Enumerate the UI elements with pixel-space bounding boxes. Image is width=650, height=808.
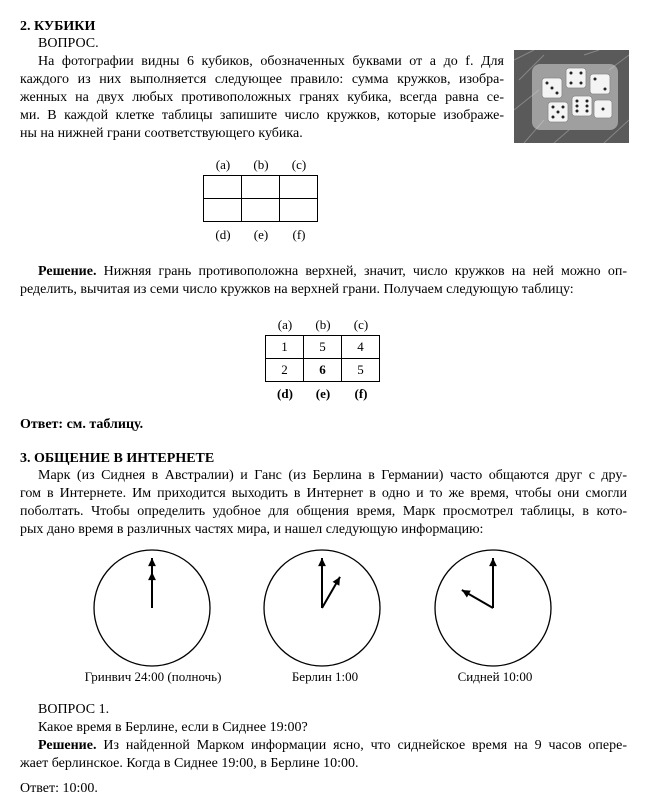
label-c: (c) xyxy=(291,157,307,172)
text-line: женных на двух любых противоположных гранях кубика, всегда равна се- xyxy=(20,90,504,105)
label-e: (e) xyxy=(315,386,331,401)
label-d: (d) xyxy=(215,227,231,242)
filled-answer-table xyxy=(265,335,380,382)
blank-table-top-labels xyxy=(204,156,318,174)
label-b: (b) xyxy=(253,157,269,172)
table-cell[interactable] xyxy=(280,176,318,199)
table-cell: 5 xyxy=(342,359,380,382)
filled-table-top-labels xyxy=(266,316,380,334)
label-e: (e) xyxy=(253,227,269,242)
text-line: Марк (из Сиднея в Австралии) и Ганс (из Берлина в Германии) часто общаются друг с дру- xyxy=(38,468,627,483)
section2-heading: 2. КУБИКИ xyxy=(20,19,96,34)
text-line: рых дано время в различных частях мира, и нашел следующую информацию: xyxy=(20,522,484,537)
table-cell[interactable] xyxy=(242,199,280,222)
section3-intro xyxy=(20,467,627,539)
table-cell[interactable] xyxy=(280,199,318,222)
label-b: (b) xyxy=(315,317,331,332)
section3-answer: Ответ: 10:00. xyxy=(20,781,98,796)
blank-answer-table xyxy=(203,175,318,222)
minute-hand-arrowhead xyxy=(318,558,326,566)
filled-table-bottom-labels xyxy=(266,385,380,403)
text-line: Из найденной Марком информации ясно, что сиднейское время на 9 часов опере- xyxy=(103,738,628,753)
label-f: (f) xyxy=(292,227,306,242)
section3-solution xyxy=(20,737,627,773)
text-line: каждого из них выполняется следующее правило: сумма кружков, изобра- xyxy=(20,72,504,87)
section2-question-label: ВОПРОС. xyxy=(38,36,99,51)
clock-caption-berlin: Берлин 1:00 xyxy=(291,669,359,684)
text-line: ны на нижней грани соответствующего кубика. xyxy=(20,126,303,141)
section3-question-text: Какое время в Берлине, если в Сиднее 19:00? xyxy=(38,720,308,735)
text-line: ми. В каждой клетке таблицы запишите число кружков, которые изображе- xyxy=(20,108,504,123)
text-line: поболтать. Чтобы определить удобное для общения время, Марк просмотрел таблицы, в кото- xyxy=(20,504,627,519)
text-line: гом в Интернете. Им приходится выходить в Интернет в одно и то же время, чтобы они смогли xyxy=(20,486,627,501)
section3-question-label: ВОПРОС 1. xyxy=(38,702,110,717)
table-cell: 5 xyxy=(304,336,342,359)
table-cell: 1 xyxy=(266,336,304,359)
clocks-figure xyxy=(0,540,650,670)
dice-photo xyxy=(514,50,629,143)
text-line: На фотографии видны 6 кубиков, обозначенных буквами от a до f. Для xyxy=(38,54,504,69)
text-line: ределить, вычитая из семи число кружков на верхней грани. Получаем следующую таблицу: xyxy=(20,282,574,297)
blank-table-bottom-labels xyxy=(204,226,318,244)
solution-label: Решение. xyxy=(38,264,97,279)
clock-caption-sydney: Сидней 10:00 xyxy=(457,669,533,684)
label-a: (a) xyxy=(215,157,231,172)
hour-hand-arrowhead xyxy=(148,572,156,580)
section2-answer: Ответ: см. таблицу. xyxy=(20,417,144,432)
table-cell: 4 xyxy=(342,336,380,359)
section2-question-text xyxy=(20,53,504,143)
table-cell[interactable] xyxy=(204,199,242,222)
section2-solution xyxy=(20,263,627,299)
table-cell[interactable] xyxy=(204,176,242,199)
solution-label: Решение. xyxy=(38,738,97,753)
clock-caption-greenwich: Гринвич 24:00 (полночь) xyxy=(84,669,222,684)
minute-hand-arrowhead xyxy=(148,558,156,566)
text-line: жает берлинское. Когда в Сиднее 19:00, в Берлине 10:00. xyxy=(20,756,359,771)
text-line: Нижняя грань противоположна верхней, значит, число кружков на ней можно оп- xyxy=(103,264,627,279)
table-cell: 6 xyxy=(304,359,342,382)
minute-hand-arrowhead xyxy=(489,558,497,566)
section3-heading: 3. ОБЩЕНИЕ В ИНТЕРНЕТЕ xyxy=(20,451,215,466)
table-cell[interactable] xyxy=(242,176,280,199)
label-d: (d) xyxy=(277,386,293,401)
label-c: (c) xyxy=(353,317,369,332)
table-cell: 2 xyxy=(266,359,304,382)
label-f: (f) xyxy=(354,386,368,401)
label-a: (a) xyxy=(277,317,293,332)
